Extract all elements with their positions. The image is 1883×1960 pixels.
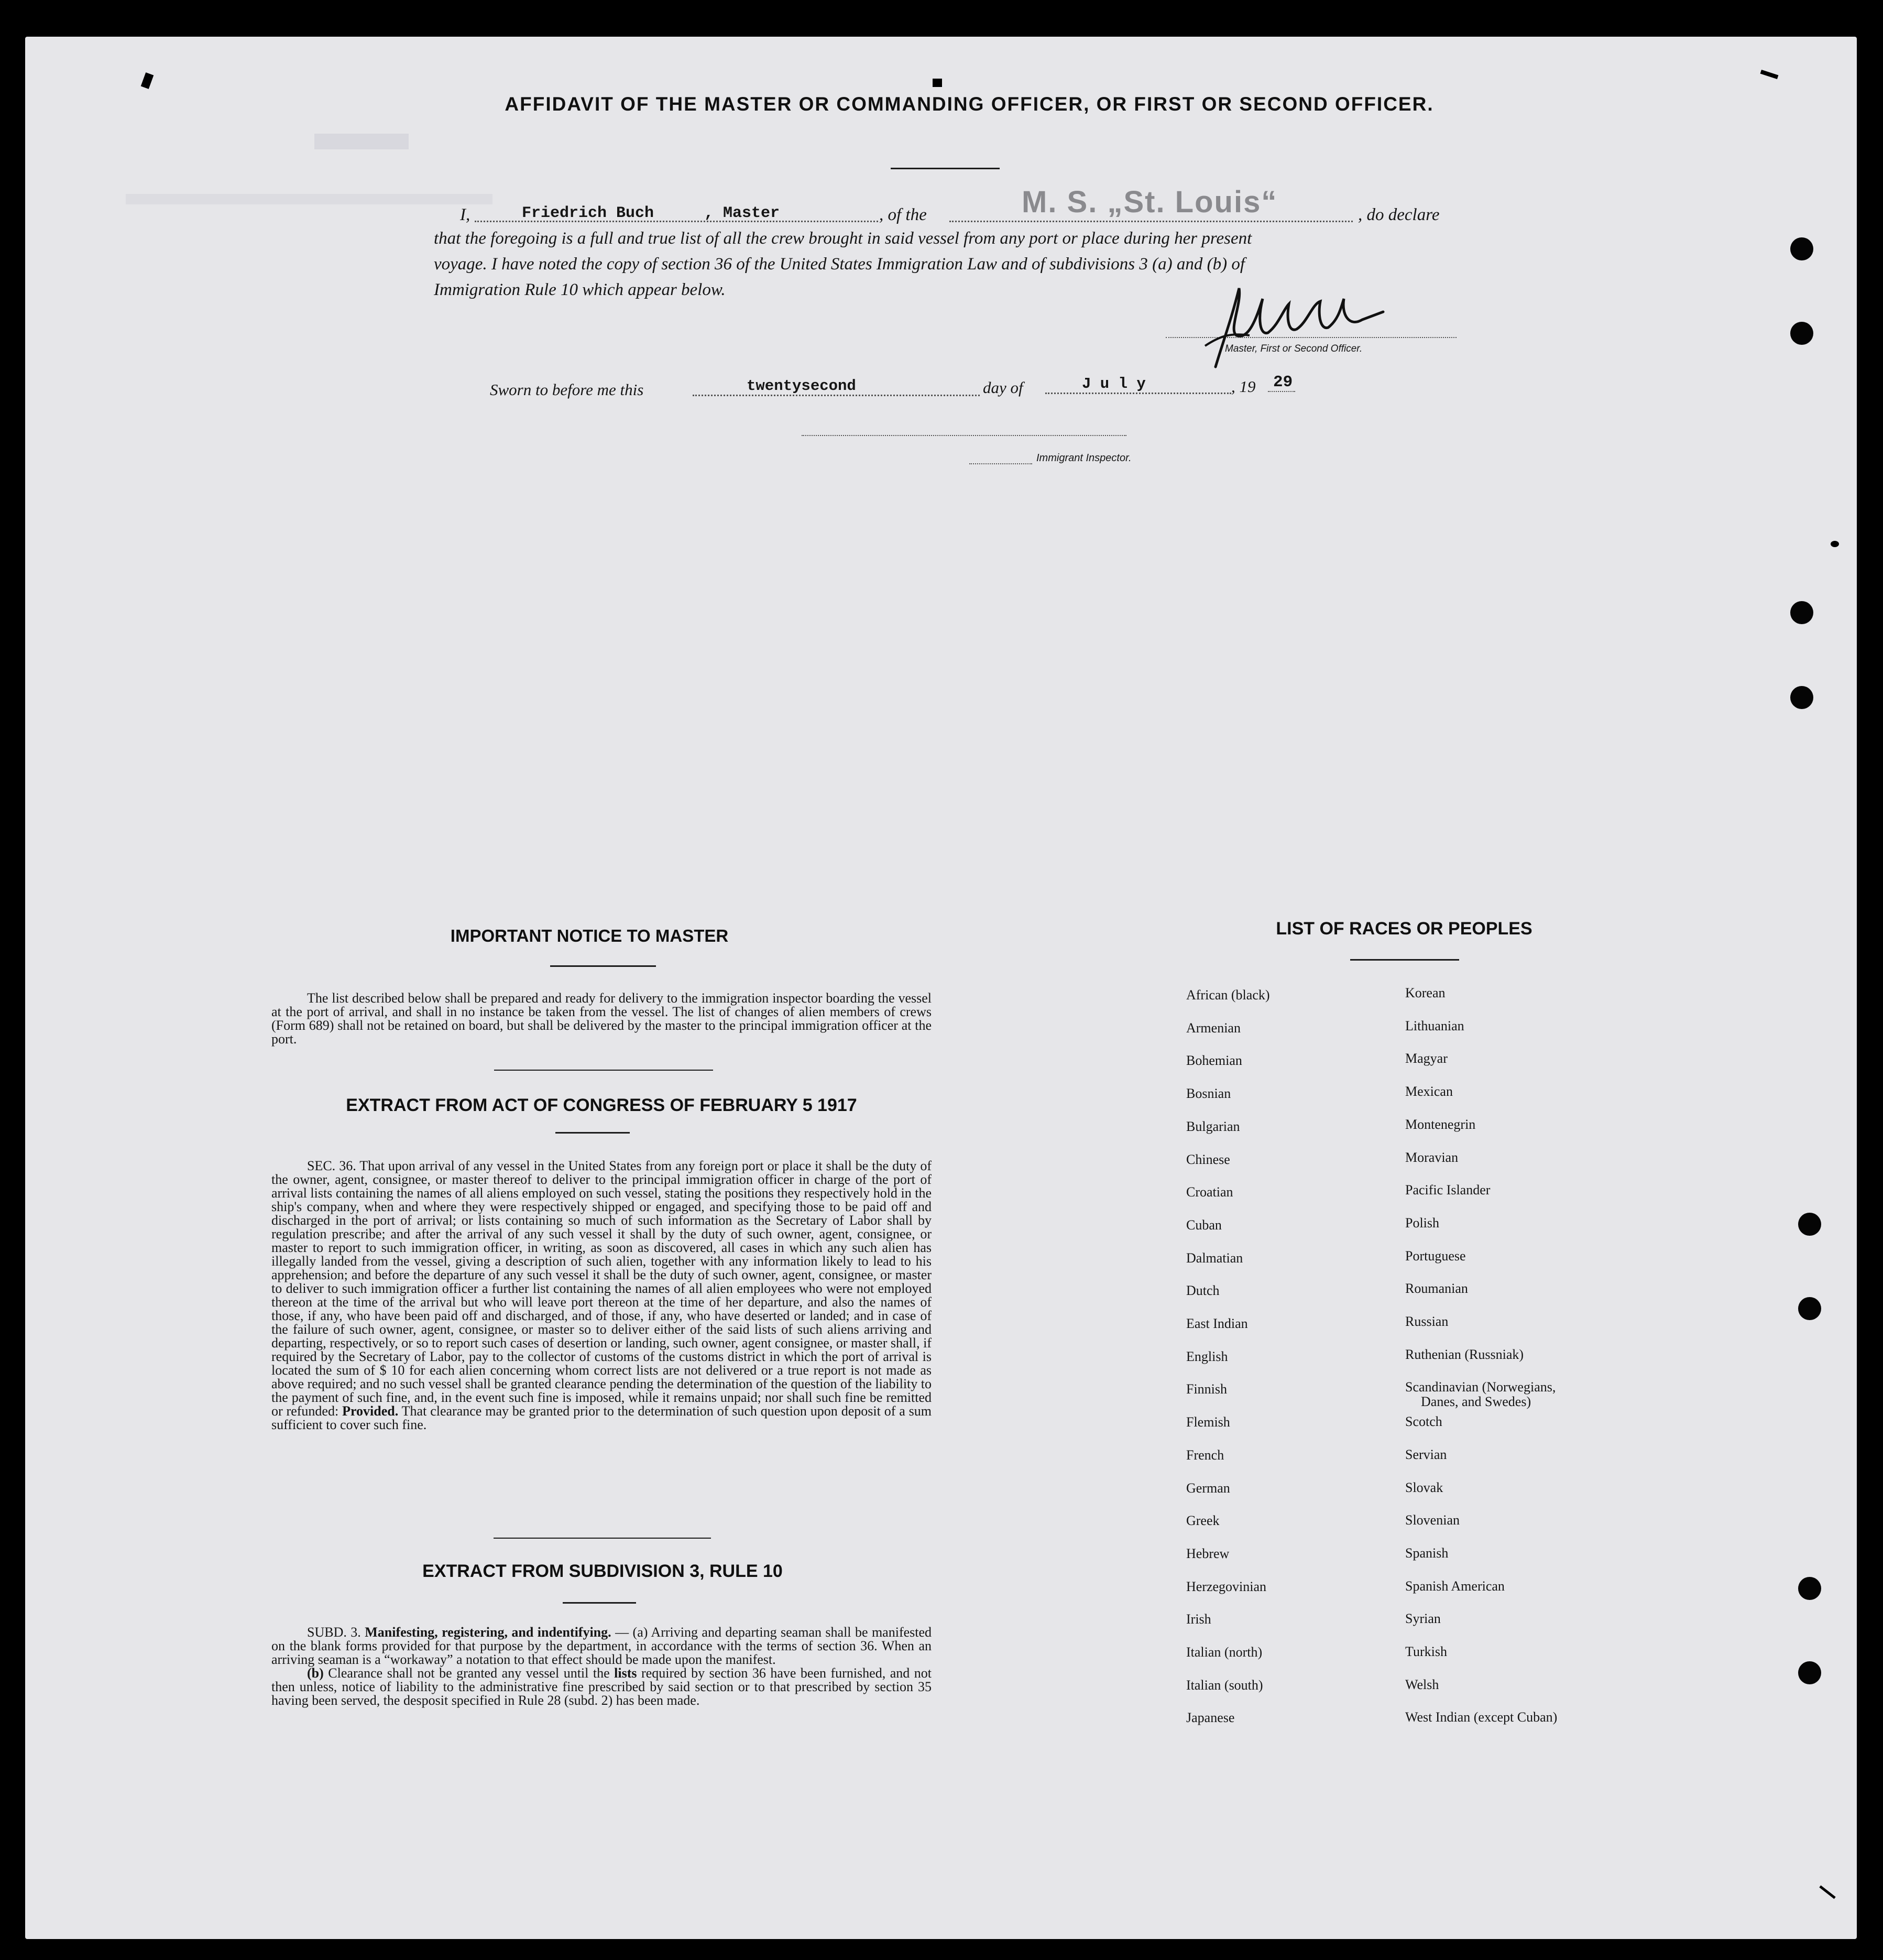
punch-hole [1790, 322, 1813, 345]
race-item: Dutch [1186, 1283, 1220, 1299]
rule-title-divider [563, 1602, 636, 1604]
race-item: Armenian [1186, 1020, 1241, 1036]
signature-svg [1200, 283, 1388, 372]
race-item: Herzegovinian [1186, 1578, 1267, 1594]
race-item: Dalmatian [1186, 1250, 1243, 1266]
race-item: Ruthenian (Russniak) [1405, 1346, 1524, 1362]
master-name: Friedrich Buch [522, 204, 654, 222]
race-item: Pacific Islander [1405, 1182, 1491, 1198]
race-item: Japanese [1186, 1710, 1235, 1726]
race-item: Montenegrin [1405, 1116, 1476, 1132]
race-item: Cuban [1186, 1217, 1222, 1233]
act-body-end: That clearance may be granted prior to the determination of such question upon deposit of a sum sufficient to cover such fine. [271, 1403, 932, 1432]
race-item: East Indian [1186, 1316, 1248, 1331]
race-item: Turkish [1405, 1644, 1447, 1659]
inspector-caption-line [969, 463, 1032, 464]
act-title-divider [555, 1132, 630, 1134]
affidavit-i-prefix: I, [460, 205, 470, 224]
vessel-name: M. S. „St. Louis“ [1022, 185, 1278, 219]
notice-title: IMPORTANT NOTICE TO MASTER [450, 926, 729, 945]
sworn-day: twentysecond [747, 377, 856, 395]
race-item: Korean [1405, 985, 1446, 1000]
race-item: Scotch [1405, 1414, 1442, 1430]
master-rank: , Master [704, 204, 780, 222]
punch-hole [1798, 1577, 1821, 1600]
race-item: Finnish [1186, 1381, 1228, 1397]
punch-hole [1790, 686, 1813, 709]
corner-mark [933, 79, 942, 87]
race-item: African (black) [1186, 987, 1270, 1003]
race-item: Flemish [1186, 1414, 1230, 1430]
punch-hole [1790, 237, 1813, 260]
act-body [271, 1159, 932, 1432]
race-item: Syrian [1405, 1611, 1441, 1627]
race-item: Slovenian [1405, 1512, 1460, 1528]
sworn-month: J u l y [1082, 375, 1146, 393]
race-item: Danes, and Swedes) [1421, 1394, 1531, 1410]
race-item: Greek [1186, 1513, 1220, 1529]
race-item: Welsh [1405, 1676, 1439, 1692]
race-item: Polish [1405, 1215, 1440, 1231]
master-signature [1200, 283, 1388, 372]
master-caption: Master, First or Second Officer. [1225, 343, 1363, 354]
subd-b-lists: lists [614, 1665, 637, 1681]
race-item: Scandinavian (Norwegians, [1405, 1379, 1556, 1395]
affidavit-title: AFFIDAVIT OF THE MASTER OR COMMANDING OFFICER, OR FIRST OR SECOND OFFICER. [505, 93, 1434, 115]
race-item: Servian [1405, 1446, 1447, 1462]
title-divider [891, 168, 1000, 169]
notice-divider [494, 1070, 713, 1071]
race-item: Bosnian [1186, 1086, 1231, 1102]
subd-para-a: — (a) Arriving and departing seaman shall be manifested on the blank forms provided for that purpose by the department, in accordance with the terms of section 36. When an arriving seaman is a “workaway” a notation to that effect should be made upon the manifest. [271, 1625, 932, 1667]
sworn-prefix: Sworn to before me this [490, 380, 644, 399]
race-item: Lithuanian [1405, 1018, 1464, 1033]
act-title: EXTRACT FROM ACT OF CONGRESS OF FEBRUARY 5 1917 [346, 1095, 857, 1115]
race-item: Moravian [1405, 1149, 1459, 1165]
day-blank [693, 395, 980, 396]
vessel-blank [949, 221, 1353, 222]
rule-title: EXTRACT FROM SUBDIVISION 3, RULE 10 [422, 1561, 783, 1581]
notice-body: The list described below shall be prepared and ready for delivery to the immigration inspector boarding the vessel at the port of arrival, and shall in no instance be taken from the vessel. The list of changes of alien members of crews (Form 689) shall not be retained on board, but shall be delivered by the master to the principal immigration officer at the port. [271, 990, 932, 1047]
race-item: Roumanian [1405, 1281, 1468, 1297]
subd-b-post: required by section 36 have been furnished, and not then unless, notice of liability to the administrative fine prescribed by said section or to that prescribed by section 35 having been served, the desposit specified in Rule 28 (subd. 2) has been made. [271, 1665, 932, 1708]
races-title-divider [1350, 959, 1459, 961]
race-item: Bulgarian [1186, 1118, 1240, 1134]
race-item: Mexican [1405, 1084, 1453, 1099]
inspector-signature-line [802, 435, 1126, 436]
bleed-through [314, 134, 409, 149]
notice-title-divider [550, 965, 656, 967]
punch-hole [1790, 601, 1813, 624]
race-item: Italian (south) [1186, 1677, 1263, 1693]
race-item: Portuguese [1405, 1248, 1466, 1264]
month-blank [1045, 393, 1231, 394]
race-item: Russian [1405, 1314, 1449, 1329]
race-item: Hebrew [1186, 1545, 1230, 1561]
race-item: Spanish American [1405, 1578, 1505, 1594]
act-body-text: SEC. 36. That upon arrival of any vessel in the United States from any foreign port or place it shall be the duty of the owner, agent, consignee, or master thereof to deliver to the principal immigration officer in charge of the port of arrival lists containing the names of all aliens employed on such vessel, stating the positions they respectively hold in the ship's company, when and where they were respectively shipped or engaged, and specifying those to be paid off and discharged in the port of arrival; or lists containing so much of such information as the Secretary of Labor shall by regulation prescribe; and after the arrival of any such vessel it shall by the duty of such owner, agent, consignee, or master to report to such immigration officer, in writing, as soon as discovered, all cases in which any such alien has illegally landed from the vessel, giving a description of such alien, together with any information likely to lead to his apprehension; and before the departure of any such vessel it shall be the duty of such owner, agent, consignee, or master to deliver to such immigration officer a further list containing the names of all alien employees who were not employed thereon at the time of the arrival but who will leave port thereon at the time of her departure, and also the names of those, if any, who have been paid off and discharged, and of those, if any, who have deserted or landed; and in case of the failure of such owner, agent, consignee, or master so to deliver either of the said lists of such aliens arriving and departing, respectively, or so to report such cases of desertion or landing, such owner, agent consignee, or master shall, if required by the Secretary of Labor, pay to the collector of customs of the customs district in which the port of arrival is located the sum of $ 10 for each alien concerning whom correct lists are not delivered or a true report is not made as above required; and no such vessel shall be granted clearance pending the determination of the question of the liability to the payment of such fine, and, in the event such fine is imposed, while it remains unpaid; nor shall such fine be remitted or refunded: [271, 1158, 932, 1419]
punch-hole [1798, 1297, 1821, 1320]
affidavit-line-4: Immigration Rule 10 which appear below. [434, 280, 726, 299]
rule-body [271, 1626, 932, 1707]
subd-heading: Manifesting, registering, and indentifying. [365, 1625, 611, 1640]
act-provided: Provided. [342, 1403, 399, 1419]
race-item: Irish [1186, 1611, 1211, 1627]
affidavit-line-3: voyage. I have noted the copy of section 36 of the United States Immigration Law and of subdivisions 3 (a) and (b) of [434, 255, 1245, 274]
of-the-text: , of the [879, 205, 927, 224]
subd-label: SUBD. 3. [307, 1625, 361, 1640]
inspector-caption: Immigrant Inspector. [1036, 452, 1132, 464]
race-item: Chinese [1186, 1151, 1230, 1167]
affidavit-line-2: that the foregoing is a full and true list of all the crew brought in said vessel from any port or place during her present [434, 229, 1252, 248]
year-prefix: , 19 [1231, 377, 1256, 396]
subd-b-label: (b) [307, 1665, 324, 1681]
race-item: Italian (north) [1186, 1645, 1263, 1660]
race-item: Magyar [1405, 1051, 1448, 1066]
corner-mark [1831, 541, 1839, 547]
race-item: Slovak [1405, 1479, 1443, 1495]
year-blank [1268, 391, 1295, 392]
race-item: Croatian [1186, 1184, 1233, 1200]
act-divider [494, 1538, 711, 1539]
race-item: Spanish [1405, 1545, 1449, 1561]
race-item: German [1186, 1480, 1230, 1496]
day-of-text: day of [983, 378, 1023, 397]
sworn-year: 29 [1273, 373, 1293, 391]
punch-hole [1798, 1213, 1821, 1236]
bleed-through [126, 194, 492, 204]
do-declare-text: , do declare [1358, 205, 1440, 224]
race-item: English [1186, 1348, 1228, 1364]
races-title: LIST OF RACES OR PEOPLES [1276, 919, 1532, 939]
punch-hole [1798, 1661, 1821, 1684]
race-item: Bohemian [1186, 1053, 1242, 1069]
subd-b-pre: Clearance shall not be granted any vessel until the [328, 1665, 610, 1681]
race-item: West Indian (except Cuban) [1405, 1709, 1558, 1725]
race-item: French [1186, 1447, 1224, 1463]
